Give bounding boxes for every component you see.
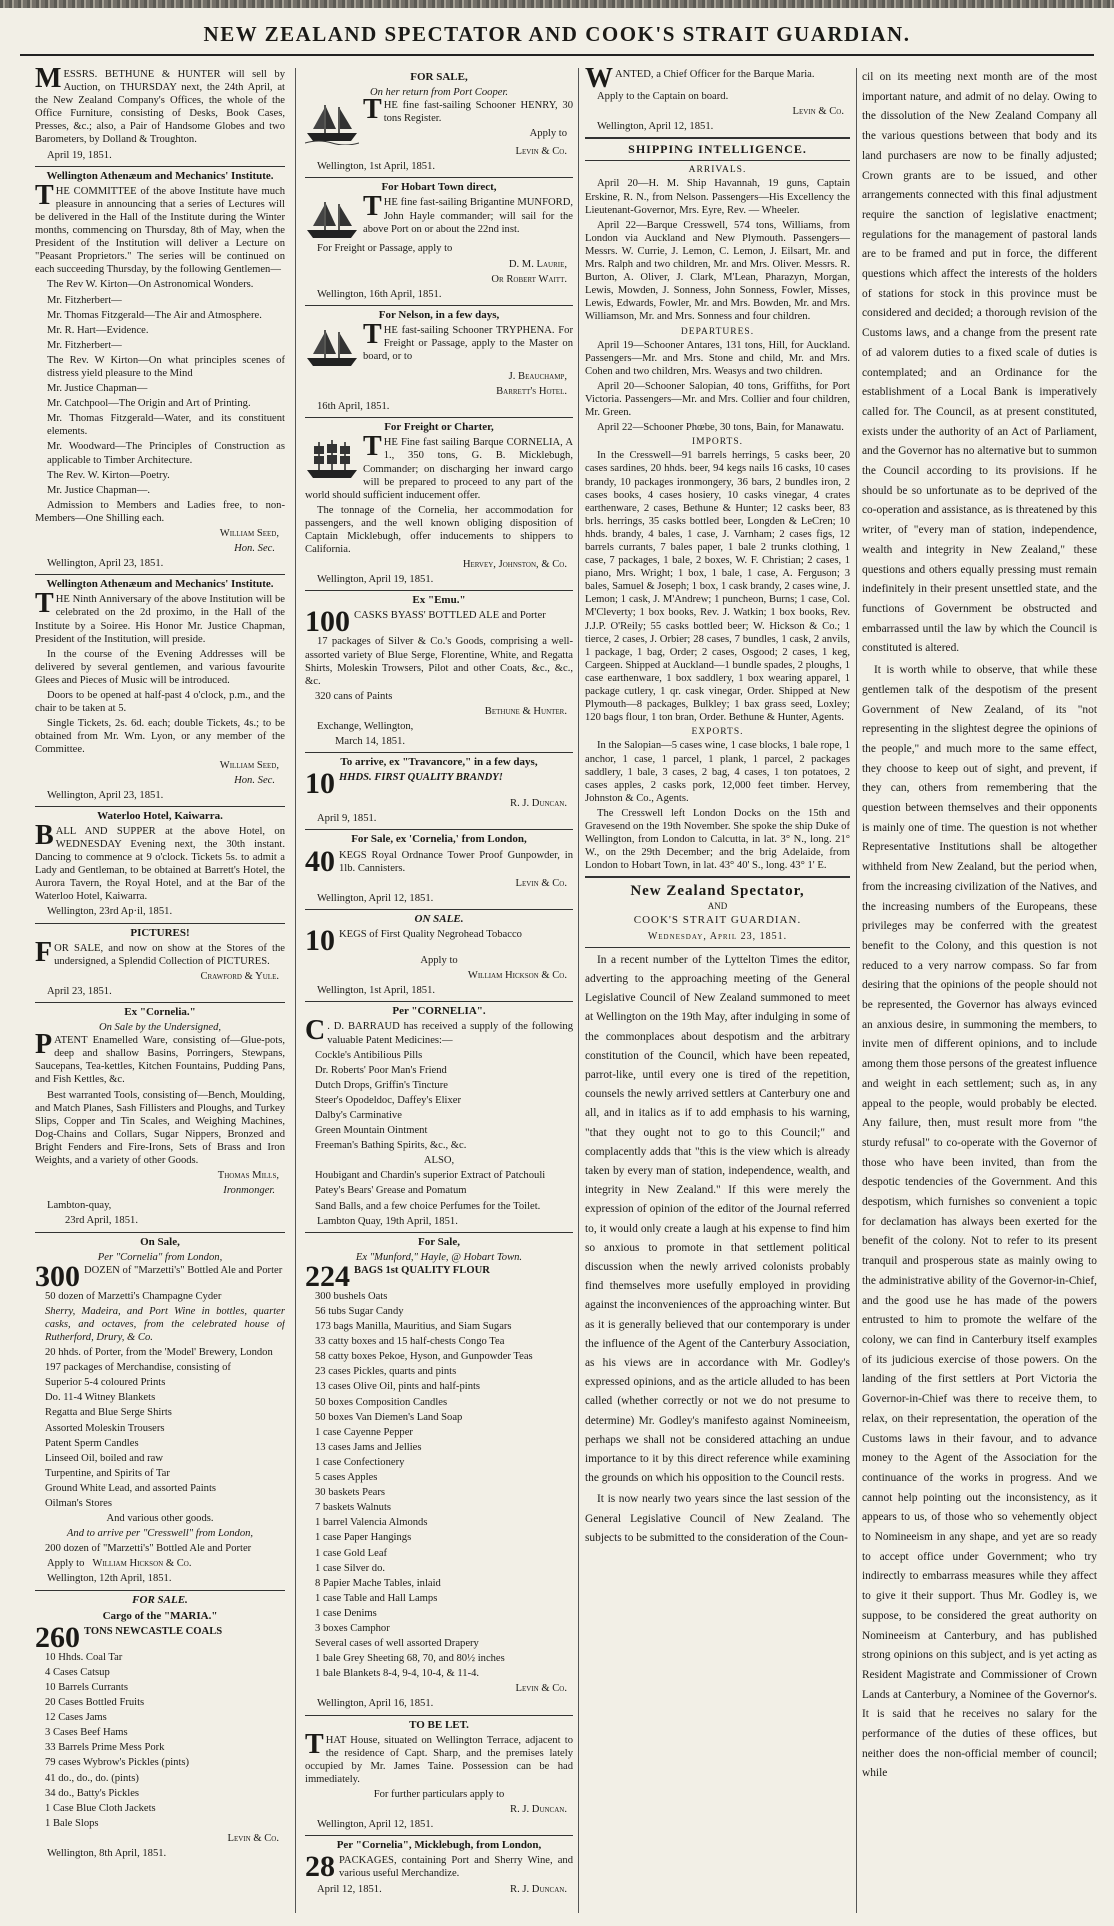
column-3 bbox=[585, 68, 850, 1913]
editorial: New Zealand Spectator, AND COOK'S STRAIT GUARDIAN. Wednesday, April 23, 1851. In a recent number of the Lyttelton Times the editor, adverting to the approaching meeting of the General Legislative Council of New Zealand summoned to meet at Wellington on the 19th May, after indulging in some of the commonplaces about despotism and the arbitrary constitution of the Council, which have been repeated, parrot-like, until every one is tired of the repetition, counsels the newly arrived settlers at Canterbury one and all, and in italics as if to add emphasis to his warning, "that they ought not to go to this Council;" and complacently adds that "this is the view which is already taken by every man of station, independence, wealth, and integrity in New Zealand." If this were merely the expression of opinion of the editor of the Journal referred to, it would only create a laugh at his expense to find him so anxious to promote in that settlement political discussion when the newly arrived colonists probably find themselves more usefully employed in providing against the inconveniences of the approaching winter. But as it is generally believed that our contemporary is under the influence of the Agent of the Canterbury Association, as his views are in accordance with Mr. Godley's expressed opinions, and as the article alluded to has been called (whether correctly or not we do not presume to determine) Mr. Godley's manifesto against Nomineeism, perhaps we shall not be considered attaching an undue importance to it by this direct reference while examining the grounds on which his opposition to the Council rests. It is now nearly two years since the last session of the General Legislative Council of New Zealand. The subjects to be submitted to the consideration of the Coun- bbox=[585, 885, 850, 1548]
editorial-paragraph: It is now nearly two years since the last session of the General Legislative Council of New Zealand. The subjects to be submitted to the consideration of the Coun- bbox=[585, 1493, 850, 1544]
list-item: And to arrive per "Cresswell" from London, bbox=[66, 1528, 254, 1540]
marzetti-advert: On Sale, Per "Cornelia" from London, 300 DOZEN of "Marzetti's" Bottled Ale and Porter 50 dozen of Marzetti's Champagne Cyder Sherry, Madeira, and Port Wine in bottles, quarter casks, and octaves, from the celebrated house of Rutherford, Drury, & Co. 20 hhds. of Porter, from the 'Model' Brewery, London 197 packages of Merchandise, consisting of Superior 5-4 coloured Prints Do. 11-4 Witney Blankets Regatta and Blue Serge Shirts Assorted Moleskin Trousers Patent Sperm Candles Linseed Oil, boiled and raw Turpentine, and Spirits of Tar Ground White Lead, and assorted Paints Oilman's Stores And various other goods. And to arrive per "Cresswell" from London, 200 dozen of "Marzetti's" Bottled Ale and Porter Apply to William Hickson & Co. Wellington, 12th April, 1851. bbox=[35, 1235, 285, 1585]
list-item: 1 barrel Valencia Almonds bbox=[315, 1517, 428, 1529]
editorial-title: New Zealand Spectator, bbox=[630, 883, 805, 900]
arrival-entry: April 20—H. M. Ship Havannah, 19 guns, Captain Erskine, R. N., from Nelson. Passengers—His Excellency the Lieutenant-Governor, Mrs. Eyre, Rev. — Wheeler. bbox=[585, 178, 850, 216]
column-divider bbox=[295, 68, 296, 1913]
patent-medicines-advert: Per "CORNELIA". C . D. BARRAUD has received a supply of the following valuable Patent Medicines:— Cockle's Antibilious Pills Dr. Roberts' Poor Man's Friend Dutch Drops, Griffin's Tincture Steer's Opodeldoc, Daffey's Elixer Dalby's Carminative Green Mountain Ointment Freeman's Bathing Spirits, &c., &c. ALSO, Houbigant and Chardin's superior Extract of Patchouli Patey's Bears' Grease and Pomatum Sand Balls, and a few choice Perfumes for the Toilet. Lambton Quay, 19th April, 1851. bbox=[305, 1005, 573, 1227]
departure-entry: April 20—Schooner Salopian, 40 tons, Griffiths, for Port Victoria. Passengers—Mr. and Mrs. Collier and four children, Mr. Green. bbox=[585, 380, 850, 419]
list-item: 12 Cases Jams bbox=[45, 1712, 107, 1724]
list-item: Superior 5-4 coloured Prints bbox=[45, 1377, 166, 1389]
list-item: 41 do., do., do. (pints) bbox=[45, 1772, 139, 1784]
lecture-item: Mr. Thomas Fitzgerald—Water, and its constituent elements. bbox=[47, 413, 285, 438]
list-item: 1 Case Blue Cloth Jackets bbox=[45, 1802, 156, 1814]
list-item: Green Mountain Ointment bbox=[315, 1125, 428, 1137]
list-item: 50 dozen of Marzetti's Champagne Cyder bbox=[45, 1290, 222, 1302]
list-item: 20 Cases Bottled Fruits bbox=[45, 1697, 145, 1709]
list-item: 10 Barrels Currants bbox=[45, 1681, 128, 1693]
henry-schooner-advert: FOR SALE, On her return from Port Cooper. THE fine fast-sailing Schooner HENRY, 30 tons Register. Apply to Levin & Co. Wellington, 1st April, 1851. bbox=[305, 71, 573, 173]
list-item: Steer's Opodeldoc, Daffey's Elixer bbox=[315, 1094, 462, 1106]
ship-icon bbox=[305, 101, 359, 145]
waterloo-hotel-advert: Waterloo Hotel, Kaiwarra. BALL AND SUPPER at the above Hotel, on WEDNESDAY Evening next, the 30th instant. Dancing to commence at 9 o'clock. Tickets 5s. to admit a Lady and Gentleman, to be obtained at Barrett's Hotel, the Aurora Tavern, the Royal Hotel, and at the Bar of the Waterloo Hotel, Kaiwarra. Wellington, 23rd Ap·il, 1851. bbox=[35, 809, 285, 918]
list-item: 13 cases Olive Oil, pints and half-pints bbox=[315, 1381, 481, 1393]
list-item: 1 case Silver do. bbox=[315, 1562, 386, 1574]
list-item: 173 bags Manilla, Mauritius, and Siam Sugars bbox=[315, 1321, 512, 1333]
list-item: Regatta and Blue Serge Shirts bbox=[45, 1407, 172, 1419]
list-item: 23 cases Pickles, quarts and pints bbox=[315, 1366, 457, 1378]
list-item: Linseed Oil, boiled and raw bbox=[45, 1452, 163, 1464]
lecture-item: Mr. Fitzherbert— bbox=[47, 339, 122, 351]
lecture-item: Mr. Woodward—The Principles of Construction as applicable to Timber Architecture. bbox=[47, 441, 285, 466]
tobacco-advert: ON SALE. 10 KEGS of First Quality Negrohead Tobacco Apply to William Hickson & Co. Wellington, 1st April, 1851. bbox=[305, 912, 567, 997]
ship-icon bbox=[305, 326, 359, 370]
list-item: Assorted Moleskin Trousers bbox=[45, 1422, 165, 1434]
column-4 bbox=[862, 68, 1097, 1913]
exports-text: In the Salopian—5 cases wine, 1 case blocks, 1 bale rope, 1 anchor, 1 case, 1 parcel, 1 plank, 1 parcel, 2 packages saddlery, 1 bale, 3 cases, 2 bag, 4 cases, 1 ton potatoes, 2 cases apples, 2 casks pork, 12,000 feet timber. Hervey, Johnston & Co., Agents. bbox=[585, 740, 850, 804]
list-item: 34 do., Batty's Pickles bbox=[45, 1787, 140, 1799]
lecture-item: Mr. Catchpool—The Origin and Art of Printing. bbox=[47, 398, 251, 410]
auction-advert: MESSRS. BETHUNE & HUNTER will sell by Auction, on THURSDAY next, the 24th April, at the New Zealand Company's Offices, the whole of the Office Furniture, consisting of Desks, Book Cases, Presses, &c.; also, a Pair of Handsome Globes and two Barometers, by Dolland & Troughton. April 19, 1851. bbox=[35, 68, 285, 161]
lecture-item: The Rev. W. Kirton—Poetry. bbox=[47, 469, 170, 481]
athenaeum-heading: Wellington Athenæum and Mechanics' Institute. bbox=[46, 169, 274, 182]
list-item: 1 bale Grey Sheeting 68, 70, and 80½ inches bbox=[315, 1653, 505, 1665]
tryphena-schooner-advert: For Nelson, in a few days, THE fast-sailing Schooner TRYPHENA. For Freight or Passage, apply to the Master on board, or to J. Beauchamp, Barrett's Hotel. 16th April, 1851. bbox=[305, 309, 573, 413]
arrival-entry: April 22—Barque Cresswell, 574 tons, Williams, from London via Auckland and New Plymouth. Passengers—Messrs. W. Currie, J. Lemon, C. Lemon, J. Eilsart, Mr. and Mrs. Ralph and two children, Mr. and Mrs. Oliver. Messrs. R. Burton, A. Oliver, J. Clark, M'Lean, Pharazyn, Morgan, Lewis, Mowden, J. Sonness, John Sonness, Fowler, Misses, Lewis, Edwards, Fowler, Mr. and Mrs. Bowden, Mr. and Mrs. Williamson, Mr. and Mrs. Sonness and four children. bbox=[585, 219, 850, 323]
list-item: 20 hhds. of Porter, from the 'Model' Brewery, London bbox=[45, 1347, 273, 1359]
lecture-item: Mr. Justice Chapman— bbox=[47, 383, 148, 395]
list-item: Several cases of well assorted Drapery bbox=[315, 1638, 479, 1650]
ironmonger-advert: Ex "Cornelia." On Sale by the Undersigned, PATENT Enamelled Ware, consisting of—Glue-pots, deep and shallow Basins, Porringers, Stewpans, Saucepans, Tea-kettles, Kitchen Fountains, Pudding Pans, and Fish Kettles, &c. Best warranted Tools, consisting of—Bench, Moulding, and Match Planes, Sash Fillisters and Ploughs, and Turkey Slips, Copper and Tin Scales, and Weighing Machines, Dog-Chains and Collars, Sugar Nippers, Bronzed and Bright Fenders and Fire-Irons, Sets of Brass and Iron Weights, and a variety of other Goods. Thomas Mills, Ironmonger. Lambton-quay, 23rd April, 1851. bbox=[35, 1006, 285, 1227]
lecture-item: The Rev W. Kirton—On Astronomical Wonders. bbox=[47, 279, 254, 291]
lecture-item: Mr. R. Hart—Evidence. bbox=[47, 324, 149, 336]
list-item: 1 case Table and Hall Lamps bbox=[315, 1592, 438, 1604]
list-item: 4 Cases Catsup bbox=[45, 1666, 110, 1678]
list-item: 33 Barrels Prime Mess Pork bbox=[45, 1742, 165, 1754]
list-item: Do. 11-4 Witney Blankets bbox=[45, 1392, 156, 1404]
wanted-advert: WANTED, a Chief Officer for the Barque Maria. Apply to the Captain on board. Levin & Co. Wellington, April 12, 1851. bbox=[585, 68, 844, 133]
list-item: 1 case Cayenne Pepper bbox=[315, 1426, 413, 1438]
list-item: 300 bushels Oats bbox=[315, 1290, 388, 1302]
list-item: Patent Sperm Candles bbox=[45, 1437, 139, 1449]
list-item: Cockle's Antibilious Pills bbox=[315, 1049, 423, 1061]
editorial-dateline: Wednesday, April 23, 1851. bbox=[647, 930, 788, 942]
munford-brigantine-advert: For Hobart Town direct, THE fine fast-sailing Brigantine MUNFORD, John Hayle commander; will sail for the above Port on or about the 22nd inst. For Freight or Passage, apply to D. M. Laurie, Or Robert Waitt. Wellington, 16th April, 1851. bbox=[305, 181, 573, 300]
list-item: Oilman's Stores bbox=[45, 1498, 112, 1509]
list-item: Dr. Roberts' Poor Man's Friend bbox=[315, 1064, 447, 1076]
ship-icon bbox=[305, 198, 359, 242]
lecture-item: The Rev. W Kirton—On what principles scenes of distress yield pleasure to the Mind bbox=[47, 354, 285, 379]
column-divider bbox=[578, 68, 579, 1913]
gunpowder-advert: For Sale, ex 'Cornelia,' from London, 40 KEGS Royal Ordnance Tower Proof Gunpowder, in 1lb. Cannisters. Levin & Co. Wellington, April 12, 1851. bbox=[305, 833, 573, 904]
shipping-heading: SHIPPING INTELLIGENCE. bbox=[628, 142, 807, 157]
list-item: Turpentine, and Spirits of Tar bbox=[45, 1467, 170, 1479]
page-top-edge bbox=[0, 0, 1114, 8]
masthead-rule bbox=[20, 54, 1094, 56]
editorial-paragraph: It is worth while to observe, that while these gentlemen talk of the despotism of the present Government of New Zealand, of its "not representing in the slightest degree the opinions of the people," and much more to the same effect, they choose to keep out of sight, and prevent, if they can, others from remembering that the question between themselves and their opponents is mainly one of time. The question is not whether Representative Institutions shall be altogether withheld from New Zealand, but the period when, from the increasing civilization of the Natives, and the increasing numbers of the Europeans, these privileges may be conferred with the greatest benefit to the Colony, and this question is not reduced to a very narrow compass. So far from desiring that the opinions of the people should not be represented, the Governor has always evinced an anxious desire, in summoning the members, to invite men of different opinions, and to include among them those persons of the greatest influence and weight in each settlement; such as, in any appeal to the people, would probably be elected. Any failure, then, must result more from "the sturdy refusal" to co-operate with the Governor of those who have been invited, than from the despotic tendencies of the Government. And this despotism, which furnishes so convenient a topic for declamation has always been exerted for the benefit of the colony. Not to refer to its present tranquil and prosperous state as mainly owing to the administrative ability of the Governor-in-Chief, and the good use he has made of the powers entrusted to him to promote the welfare of the colony, we can find in Canterbury itself examples of its judicious exercise of those powers. On the landing of the first settlers at Port Victoria the Governor-in-Chief was there to receive them, to relax, on their representation, the operation of the Customs laws in their favour, and to advance money to the Agent of the Association for the continuance of the works in progress. And we cannot help pointing out the inconsistency, as it appears to us, of those who so vehemently object to Nomineeism in any shape, and yet are so ready to accept office under Government; who try indirectly to embarrass measures while they affect to give it their support. Thus Mr. Godley is, we suppose, to be considered the great authority on Nomineeism at Canterbury, and has published strong opinions on this subject, and is yet acting as Resident Magistrate and Commissioner of Crown Lands at Canterbury, a Nominee of the Governor's. It is said that he receives no salary for the performance of the duties of these offices, but neither does the non-official member of council; while bbox=[862, 664, 1097, 1780]
athenaeum-anniversary-advert: Wellington Athenæum and Mechanics' Institute. THE Ninth Anniversary of the above Institution will be celebrated on the 2d proximo, in the Hall of the Institute by a Soiree. His Honor Mr. Justice Chapman, President of the Institution, will preside. In the course of the Evening Addresses will be delivered by several gentlemen, and various favourite Glees and Pieces of Music will be introduced. Doors to be opened at half-past 4 o'clock, p.m., and the chair to be taken at 5. Single Tickets, 2s. 6d. each; double Tickets, 4s.; to be obtained from Mr. Wm. Lyon, or any member of the Committee. William Seed, Hon. Sec. Wellington, April 23, 1851. bbox=[35, 578, 285, 801]
list-item: 50 boxes Composition Candles bbox=[315, 1396, 448, 1408]
signature: William Seed, bbox=[219, 528, 279, 539]
departure-entry: April 19—Schooner Antares, 131 tons, Hill, for Auckland. Passengers—Mr. and Mrs. Stone and child, Mr. and Mrs. Cohen and two children, Mrs. Weasys and two children. bbox=[585, 339, 850, 377]
lecture-list bbox=[35, 278, 285, 496]
editorial-paragraph: cil on its meeting next month are of the most important nature, and admit of no delay. Owing to the dissolution of the New Zealand Company all the various questions between that body and its land purchasers are now to be finally adjusted; Crown grants are to be issued, and other arrangements connected with this final adjustment require the sanction of legislative enactment; regulations for the management of pastoral lands are to be framed and put in force, the different questions which affect the interests of the holders of stations for stock in this province must be considered and decided; a thorough revision of the Customs laws, and a change from the present rate of ad valorem duties to a fixed scale of duties is contemplated; and an Ordinance for the establishment of a Local Bank is imperatively called for. The Council, as at present constituted, exists under the authority of an Act of Parliament, and the Governor has no alternative but to summon the Council according to its provisions. If he should be so unfortunate as to be deprived of the co-operation and assistance, as is threatened by this writer, of "every man of station, independence, wealth and integrity in New Zealand," these questions and others equally pressing must remain indefinitely in their present unsettled state, and the functions of Government be obstructed and embarrassed until the law by which the Council is constituted is altered. bbox=[862, 71, 1097, 655]
auction-text: ESSRS. BETHUNE & HUNTER will sell by Auction, on THURSDAY next, the 24th April, at the New Zealand Company's Offices, the whole of the Office Furniture, consisting of Desks, Book Cases, Presses, &c.; also, a Pair of Handsome Globes and two Barometers, by Dolland & Troughton. bbox=[35, 69, 285, 146]
imports-text: In the Cresswell—91 barrels herrings, 5 casks beer, 20 cases sardines, 20 hhds. beer, 94 kegs nails 16 casks, 10 cases brandy, 10 packages ironmongery, 36 bars, 2 bundles iron, 2 cases books, 4 cases hosiery, 10 casks vinegar, 4 crates earthenware, 2 cases, Bethune & Hunter; 12 casks beer, 83 brls. herrings, 35 casks bottled beer, Longden & LeCren; 10 hhds. brandy, 4 bales, 1 case, J. Varnham; 2 cases figs, 12 barrels currants, 7 bales paper, 1 bale 2 trunks clothing, 1 case, 7 packages, 1 bale, 2 boxes, W. F. Christian; 2 cases, 1 piano, Mrs. Wright; 1 box, 1 bale, 1 case, A. Ferguson; 3 bales, Samuel & Joseph; 1 box, 1 cask brandy, 2 cases wine, J. Lemon; 1 cask, J. M'Andrew; 1 puncheon, Burns; 1 case, Col. M'Cleverty; 1 box books, Rev. J. Watkin; 1 box books, Rev. J.J.P. O'Reily; 55 casks bottled beer; W. Hickson & Co.; 1 tierce, 2 cases, J. Orbier; 28 cases, 7 bundles, 1 cask, 2 anvils, 1 package, 1 bag, Order; 2 cases, Osgood; 2 cases, 1 keg, Cargeen. Shipped at Auckland—1 bundle spades, 2 ploughs, 1 case earthenware, 1 box saddlery, 1 box wearing apparel, 1 package cutlery, 1 qr. cask vinegar, Order. Shipped at New Plymouth—8 packages, Bulkley; 1 bax grass seed, Loxley; 120 bags flour, 1 ton bran, Order. Bethune & Hunter, Agents. bbox=[585, 450, 850, 724]
athenaeum-lectures-advert: Wellington Athenæum and Mechanics' Institute. THE COMMITTEE of the above Institute have much pleasure in announcing that a series of Lectures will be delivered in the Hall of the Institute during the Winter months, commencing on Thursday, 8th of May, when the President of the Institution will deliver a Lecture on "Peasant Proprietors." The series will be continued on each succeeding Thursday, by the following Gentlemen— The Rev W. Kirton—On Astronomical Wonders. Mr. Fitzherbert— Mr. Thomas Fitzgerald—The Air and Atmosphere. Mr. R. Hart—Evidence. Mr. Fitzherbert— The Rev. W Kirton—On what principles scenes of distress yield pleasure to the Mind Mr. Justice Chapman— Mr. Catchpool—The Origin and Art of Printing. Mr. Thomas Fitzgerald—Water, and its constituent elements. Mr. Woodward—The Principles of Construction as applicable to Timber Architecture. The Rev. W. Kirton—Poetry. Mr. Justice Chapman—. Admission to Members and Ladies free, to non-Members—One Shilling each. William Seed, Hon. Sec. Wellington, April 23, 1851. bbox=[35, 169, 285, 570]
ship-icon bbox=[305, 438, 359, 482]
column-1 bbox=[35, 68, 285, 1913]
list-item: Freeman's Bathing Spirits, &c., &c. bbox=[315, 1140, 467, 1152]
lecture-item: Mr. Justice Chapman—. bbox=[47, 484, 150, 496]
emu-advert: Ex "Emu." 100 CASKS BYASS' BOTTLED ALE and Porter 17 packages of Silver & Co.'s Goods, comprising a well-assorted variety of Blue Serge, Florentine, White, and Regatta Shirts, Moleskin Trowsers, Pilot and other Coats, &c., &c., &c. 320 cans of Paints Bethune & Hunter. Exchange, Wellington, March 14, 1851. bbox=[305, 594, 573, 748]
list-item: 197 packages of Merchandise, consisting of bbox=[45, 1362, 231, 1374]
list-item: 30 baskets Pears bbox=[315, 1487, 386, 1499]
list-item: 7 baskets Walnuts bbox=[315, 1502, 392, 1514]
list-item: Sherry, Madeira, and Port Wine in bottles, quarter casks, and octaves, from the celebrated house of Rutherford, Drury, & Co. bbox=[45, 1305, 285, 1343]
brandy-advert: To arrive, ex "Travancore," in a few days, 10 HHDS. FIRST QUALITY BRANDY! R. J. Duncan. April 9, 1851. bbox=[305, 756, 567, 825]
wine-packages-advert: Per "Cornelia", Micklebugh, from London, 28 PACKAGES, containing Port and Sherry Wine, and various useful Merchandize. April 12, 1851. R. J. Duncan. bbox=[305, 1839, 573, 1895]
house-to-let-advert: TO BE LET. THAT House, situated on Wellington Terrace, adjacent to the residence of Capt. Sharp, and the premises lately occupied by Mr. James Taine. Possession can be had immediately. For further particulars apply to R. J. Duncan. Wellington, April 12, 1851. bbox=[305, 1718, 573, 1831]
list-item: 1 case Confectionery bbox=[315, 1456, 405, 1468]
pictures-advert: PICTURES! FOR SALE, and now on show at the Stores of the undersigned, a Splendid Collection of PICTURES. Crawford & Yule. April 23, 1851. bbox=[35, 926, 285, 997]
list-item: 200 dozen of "Marzetti's" Bottled Ale and Porter bbox=[45, 1543, 252, 1555]
cornelia-barque-advert: For Freight or Charter, THE Fine fast sailing Barque CORNELIA, A 1., 350 tons, G. B. Micklebugh, Commander; on discharging her inward cargo will be prepared to proceed to any part of the world should sufficient inducement offer. The tonnage of the Cornelia, her accommodation for passengers, and the well known obliging disposition of Captain Micklebugh, offer inducements to shippers to California. Hervey, Johnston, & Co. Wellington, April 19, 1851. bbox=[305, 421, 573, 586]
voyage-note: The Cresswell left London Docks on the 15th and Gravesend on the 19th November. She spoke the ship Duke of Wellington, from London to Calcutta, in lat. 3° N., long. 21° W., on the 29th December; and the brig Adelaide, from London to Hobart Town, in lat. 43° 40' S., long. 43° 1' E. bbox=[585, 807, 850, 872]
list-item: 33 catty boxes and 15 half-chests Congo Tea bbox=[315, 1336, 505, 1348]
list-item: And various other goods. bbox=[106, 1513, 214, 1525]
list-item: 1 case Gold Leaf bbox=[315, 1547, 388, 1559]
column-2 bbox=[305, 68, 573, 1913]
maria-cargo-advert: FOR SALE. Cargo of the "MARIA." 260 TONS NEWCASTLE COALS 10 Hhds. Coal Tar 4 Cases Catsup 10 Barrels Currants 20 Cases Bottled Fruits 12 Cases Jams 3 Cases Beef Hams 33 Barrels Prime Mess Pork 79 cases Wybrow's Pickles (pints) 41 do., do., do. (pints) 34 do., Batty's Pickles 1 Case Blue Cloth Jackets 1 Bale Slops Levin & Co. Wellington, 8th April, 1851. bbox=[35, 1594, 285, 1861]
list-item: 5 cases Apples bbox=[315, 1472, 378, 1484]
list-item: Dalby's Carminative bbox=[315, 1109, 402, 1121]
shipping-intelligence: SHIPPING INTELLIGENCE. ARRIVALS. April 20—H. M. Ship Havannah, 19 guns, Captain Erskine, R. N., from Nelson. Passengers—His Excellency the Lieutenant-Governor, Mrs. Eyre, Rev. — Wheeler. April 22—Barque Cresswell, 574 tons, Williams, from London via Auckland and New Plymouth. Passengers—Messrs. W. Currie, J. Lemon, C. Lemon, J. Eilsart, Mr. and Mrs. Ralph and two children, Mr. and Mrs. Oliver. Messrs. R. Burton, A. Oliver, J. Clark, M'Lean, Pharazyn, Morgan, Lewis, Mowden, J. Sonness, John Sonness, Fowler, Misses, Lewis, Edwards, Fowler, Mr. and Mrs. Bowden, Mr. and Mrs. Williamson, Mr. and Mrs. Sonness and four children. DEPARTURES. April 19—Schooner Antares, 131 tons, Hill, for Auckland. Passengers—Mr. and Mrs. Stone and child, Mr. and Mrs. Cohen and two children, Mrs. Weasys and two children. April 20—Schooner Salopian, 40 tons, Griffiths, for Port Victoria. Passengers—Mr. and Mrs. Collier and four children, Mr. Green. April 22—Schooner Phœbe, 30 tons, Bain, for Manawatu. IMPORTS. In the Cresswell—91 barrels herrings, 5 casks beer, 20 cases sardines, 20 hhds. beer, 94 kegs nails 16 casks, 10 cases brandy, 10 packages ironmongery, 36 bars, 2 bundles iron, 2 cases books, 4 cases hosiery, 10 casks vinegar, 4 crates earthenware, 2 cases, Bethune & Hunter; 12 casks beer, 83 brls. herrings, 35 casks bottled beer, Longden & LeCren; 10 hhds. brandy, 4 bales, 1 case, J. Varnham; 2 cases figs, 12 barrels currants, 7 bales paper, 1 bale 2 trunks clothing, 1 case, 7 packages, 1 bale, 2 boxes, W. F. Christian; 2 cases, 1 piano, Mrs. Wright; 1 box, 1 bale, 1 case, A. Ferguson; 3 bales, Samuel & Joseph; 1 box, 1 cask brandy, 2 cases wine, J. Lemon; 1 cask, J. M'Andrew; 1 puncheon, Burns; 1 case, Col. M'Cleverty; 1 box books, Rev. J. Watkin; 1 box books, Rev. J.J.P. O'Reily; 55 casks bottled beer; W. Hickson & Co.; 1 tierce, 2 cases, J. Orbier; 28 cases, 7 bundles, 1 cask, 2 anvils, 1 package, 1 bag, Order; 2 cases, Osgood; 2 cases, 1 keg, Cargeen. Shipped at Auckland—1 bundle spades, 2 ploughs, 1 case earthenware, 1 box saddlery, 1 box wearing apparel, 1 package cutlery, 1 qr. cask vinegar, Order. Shipped at New Plymouth—8 packages, Bulkley; 1 bax grass seed, Loxley; 120 bags flour, 1 ton bran, Order. Bethune & Hunter, Agents. EXPORTS. In the Salopian—5 cases wine, 1 case blocks, 1 bale rope, 1 anchor, 1 case, 1 parcel, 1 plank, 1 parcel, 2 packages saddlery, 1 bale, 3 cases, 2 bag, 4 cases, 1 ton potatoes, 2 cases apples, 2 casks pork, 12,000 feet timber. Hervey, Johnston & Co., Agents. The Cresswell left London Docks on the 15th and Gravesend on the 19th November. She spoke the ship Duke of Wellington, from London to Calcutta, in lat. 3° N., long. 21° W., on the 29th December; and the brig Adelaide, from London to Hobart Town, in lat. 43° 40' S., long. 43° 1' E. bbox=[585, 142, 850, 872]
list-item: 56 tubs Sugar Candy bbox=[315, 1306, 404, 1317]
list-item: 50 boxes Van Diemen's Land Soap bbox=[315, 1411, 463, 1423]
editorial-paragraph: In a recent number of the Lyttelton Times the editor, adverting to the approaching meeting of the General Legislative Council of New Zealand summoned to meet at Wellington on the 19th May, after indulging in some of the commonplaces about despotism and the arbitrary constitution of the Council, which have been repeated, parrot-like, until every one is tired of the repetition, counsels the newly arrived settlers at Canterbury one and all, and in italics as if to add emphasis to his warning, "that they ought not to go to this Council;" and complacently adds that "this is the view which is already taken by every man of station, independence, wealth, and integrity in New Zealand." If this were merely the expression of opinion of the editor of the Journal referred to, it would only create a laugh at his expense to find him so anxious to promote in that settlement political discussion when the newly arrived colonists probably find themselves more usefully employed in providing against the inconveniences of the approaching winter. But as it is generally believed that our contemporary is under the influence of the Agent of the Canterbury Association, as his views are in accordance with Mr. Godley's expressed opinions, and as the article alluded to has been called (whether correctly or not we do not presume to determine) Mr. Godley's manifesto against Nomineeism, perhaps we shall not be considered attaching an undue importance to it by this direct reference while examining the grounds on which his opposition to the Council rests. bbox=[585, 953, 850, 1485]
masthead: NEW ZEALAND SPECTATOR AND COOK'S STRAIT GUARDIAN. bbox=[203, 22, 911, 46]
list-item: 79 cases Wybrow's Pickles (pints) bbox=[45, 1757, 190, 1769]
list-item: Ground White Lead, and assorted Paints bbox=[45, 1482, 217, 1494]
departure-entry: April 22—Schooner Phœbe, 30 tons, Bain, for Manawatu. bbox=[597, 422, 844, 434]
list-item: 3 Cases Beef Hams bbox=[45, 1727, 128, 1739]
list-item: 10 Hhds. Coal Tar bbox=[45, 1651, 123, 1663]
list-item: 1 case Denims bbox=[315, 1607, 377, 1619]
list-item: 3 boxes Camphor bbox=[315, 1622, 390, 1634]
column-divider bbox=[856, 68, 857, 1913]
list-item: 13 cases Jams and Jellies bbox=[315, 1441, 422, 1453]
list-item: 1 case Paper Hangings bbox=[315, 1532, 412, 1544]
list-item: 1 Bale Slops bbox=[45, 1817, 99, 1829]
lecture-item: Mr. Thomas Fitzgerald—The Air and Atmosphere. bbox=[47, 309, 262, 321]
lecture-item: Mr. Fitzherbert— bbox=[47, 294, 122, 306]
flour-advert: For Sale, Ex "Munford," Hayle, @ Hobart Town. 224 BAGS 1st QUALITY FLOUR 300 bushels Oats 56 tubs Sugar Candy 173 bags Manilla, Mauritius, and Siam Sugars 33 catty boxes and 15 half-chests Congo Tea 58 catty boxes Pekoe, Hyson, and Gunpowder Teas 23 cases Pickles, quarts and pints 13 cases Olive Oil, pints and half-pints 50 boxes Composition Candles 50 boxes Van Diemen's Land Soap 1 case Cayenne Pepper 13 cases Jams and Jellies 1 case Confectionery 5 cases Apples 30 baskets Pears 7 baskets Walnuts 1 barrel Valencia Almonds 1 case Paper Hangings 1 case Gold Leaf 1 case Silver do. 8 Papier Mache Tables, inlaid 1 case Table and Hall Lamps 1 case Denims 3 boxes Camphor Several cases of well assorted Drapery 1 bale Grey Sheeting 68, 70, and 80½ inches 1 bale Blankets 8-4, 9-4, 10-4, & 11-4. Levin & Co. Wellington, April 16, 1851. bbox=[305, 1236, 573, 1711]
list-item: Dutch Drops, Griffin's Tincture bbox=[315, 1079, 448, 1091]
auction-date: April 19, 1851. bbox=[47, 149, 112, 161]
list-item: 58 catty boxes Pekoe, Hyson, and Gunpowder Teas bbox=[315, 1351, 533, 1363]
list-item: 8 Papier Mache Tables, inlaid bbox=[315, 1577, 441, 1589]
list-item: 1 bale Blankets 8-4, 9-4, 10-4, & 11-4. bbox=[315, 1668, 480, 1680]
